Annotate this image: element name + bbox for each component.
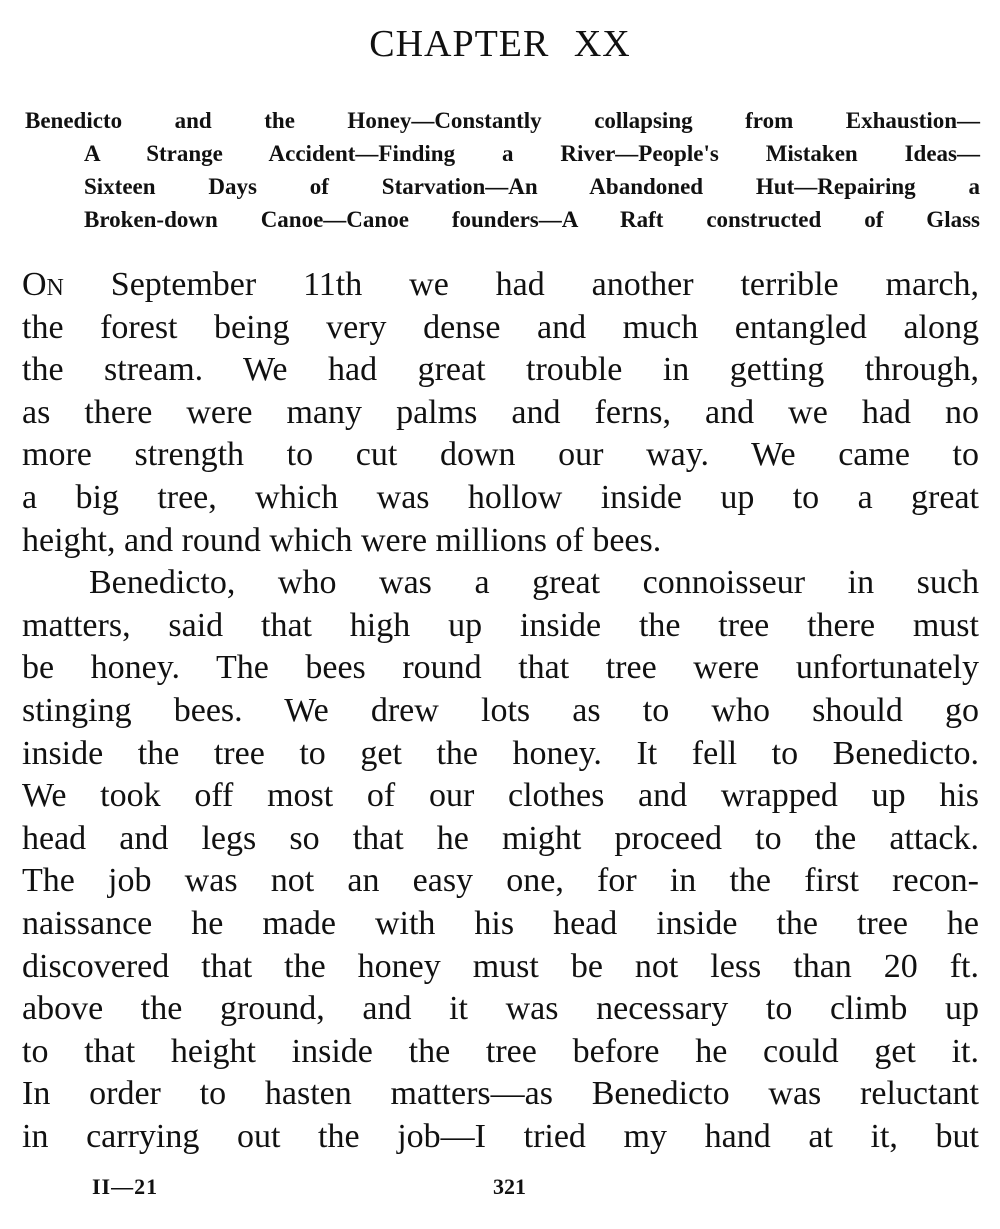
body-line: height, and round which were millions of bees.	[22, 521, 662, 559]
body-line: more strength to cut down our way. We came to	[22, 436, 979, 474]
chapter-title: CHAPTER XX	[369, 23, 631, 65]
body-line: a big tree, which was hollow inside up to a great	[22, 478, 979, 516]
body-line: Benedicto, who was a great connoisseur in such	[89, 564, 979, 602]
body-line: in carrying out the job—I tried my hand at it, but	[22, 1117, 979, 1155]
synopsis-line: Broken-down Canoe—Canoe founders—A Raft constructed of Glass	[84, 207, 980, 232]
body-line	[22, 264, 979, 307]
body-line: the stream. We had great trouble in getting through,	[22, 351, 979, 389]
synopsis-line: Benedicto and the Honey—Constantly collapsing from Exhaustion—	[25, 108, 980, 133]
body-line: We took off most of our clothes and wrapped up his	[22, 777, 979, 815]
body-line: naissance he made with his head inside the tree he	[22, 904, 979, 942]
body-line: the forest being very dense and much entangled along	[22, 308, 979, 346]
body-line: as there were many palms and ferns, and we had no	[22, 393, 979, 431]
body-line: inside the tree to get the honey. It fell to Benedicto.	[22, 734, 979, 772]
body-line: The job was not an easy one, for in the first recon-	[22, 862, 979, 900]
synopsis-line: Sixteen Days of Starvation—An Abandoned Hut—Repairing a	[84, 174, 980, 199]
signature-mark: II—21	[92, 1174, 159, 1199]
body-line: discovered that the honey must be not less than 20 ft.	[22, 947, 979, 985]
body-line-text: September 11th we had another terrible march,	[63, 266, 979, 303]
chapter-synopsis	[25, 104, 980, 236]
body-line: stinging bees. We drew lots as to who should go	[22, 691, 979, 729]
opening-word: On	[22, 266, 64, 303]
synopsis-line: A Strange Accident—Finding a River—People's Mistaken Ideas—	[84, 141, 980, 166]
body-text	[22, 264, 979, 1158]
body-line: to that height inside the tree before he could get it.	[22, 1032, 979, 1070]
body-line: above the ground, and it was necessary to climb up	[22, 990, 979, 1028]
body-line: be honey. The bees round that tree were unfortunately	[22, 649, 979, 687]
body-line: matters, said that high up inside the tree there must	[22, 606, 979, 644]
body-line: head and legs so that he might proceed to the attack.	[22, 819, 979, 857]
page-number: 321	[493, 1174, 526, 1199]
body-line: In order to hasten matters—as Benedicto was reluctant	[22, 1075, 979, 1113]
